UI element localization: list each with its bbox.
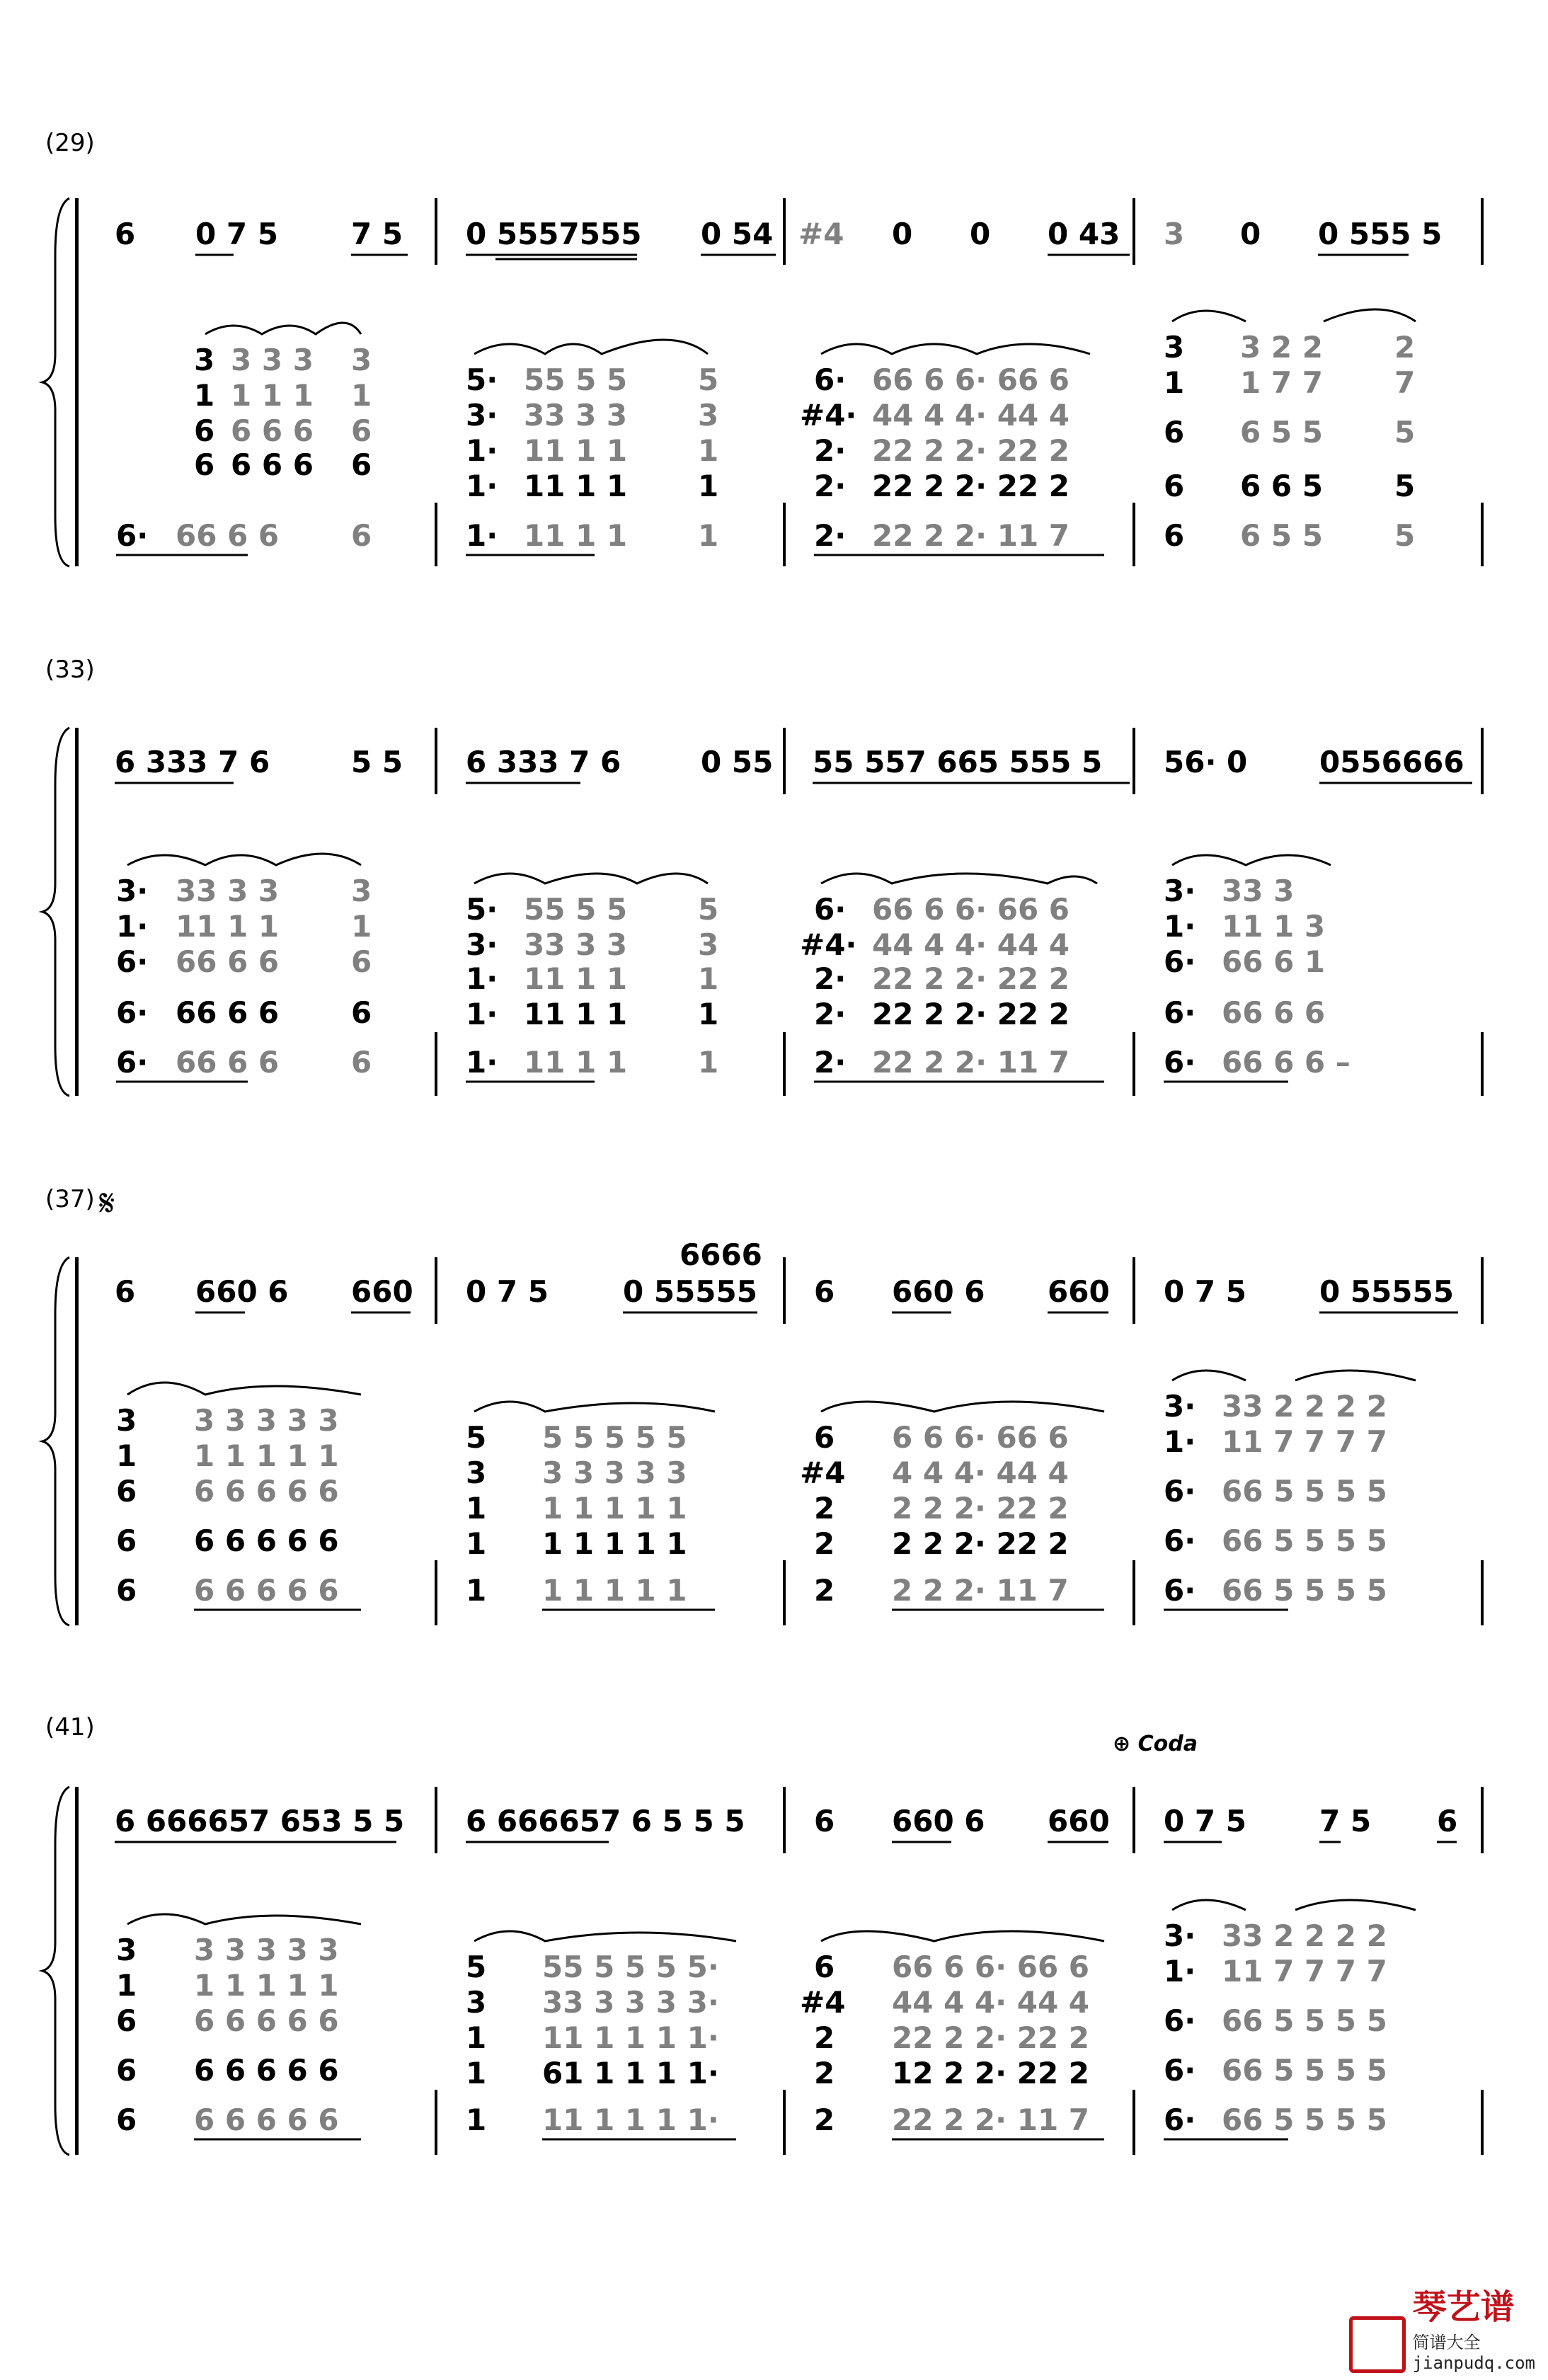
barline (783, 1257, 786, 1324)
melody-note: 6 666657 6 5 5 5 (466, 1804, 745, 1838)
barline (783, 1032, 786, 1096)
chord-note: 1 (116, 1968, 137, 2003)
chord-note: #4 (800, 1455, 846, 1490)
barline (1133, 1257, 1135, 1324)
melody-note: 5 5 (351, 745, 403, 779)
chord-note: 61 1 1 1 1· (542, 2056, 719, 2090)
chord-note: 1 (351, 378, 372, 413)
chord-note: 6 6 6 6 6 (194, 2102, 339, 2137)
chord-note: 55 5 5 (524, 892, 628, 927)
chord-note: 11 1 1 (524, 997, 628, 1031)
chord-note: 33 2 2 2 2 (1222, 1918, 1387, 1953)
chord-note: 3 (1164, 330, 1185, 365)
chord-note: 66 5 5 5 5 (1222, 1573, 1387, 1608)
measure-number-29: (29) (45, 129, 95, 157)
chord-note: 22 2 2· 22 2 (872, 469, 1070, 503)
chord-note: 7 (1394, 365, 1416, 400)
chord-note: 1 (466, 2020, 487, 2055)
chord-note: 3· (1164, 1389, 1196, 1424)
chord-note: 66 6 6 (176, 995, 280, 1030)
measure-number-33: (33) (45, 656, 95, 684)
chord-note: 2 (814, 2020, 835, 2055)
chord-note: 1· (466, 1045, 498, 1080)
melody-note: 6 (1437, 1804, 1458, 1838)
chord-note: 44 4 4· 44 4 (872, 927, 1070, 962)
melody-note: 56· 0 (1164, 745, 1248, 779)
chord-note: 2· (814, 433, 847, 468)
barline (783, 728, 786, 794)
chord-note: 2 (814, 1491, 835, 1526)
chord-note: 6 (814, 1950, 835, 1984)
chord-note: 11 1 1 (176, 909, 280, 944)
chord-note: 1 (698, 469, 719, 503)
chord-note: 2 (814, 2056, 835, 2090)
chord-note: 6 6 6 (231, 447, 314, 482)
chord-note: 6 6 6· 66 6 (892, 1420, 1069, 1455)
chord-note: 1 (466, 1573, 487, 1608)
watermark-site: jianpudq.com (1412, 2353, 1535, 2373)
barline (1481, 1787, 1484, 1853)
barline (1481, 2090, 1484, 2155)
system-line (75, 728, 79, 1096)
chord-note: 2 2 2· 22 2 (892, 1526, 1069, 1561)
melody-note: 0 54 (701, 217, 774, 251)
chord-note: 1 (116, 1438, 137, 1473)
melody-note: 0 7 5 (1164, 1804, 1246, 1838)
coda-sign (1113, 1732, 1198, 1756)
segno-sign: 𝄋 (99, 1182, 115, 1225)
chord-note: 6· (1164, 1474, 1196, 1509)
chord-note: 1· (466, 518, 498, 553)
chord-note: 5 (698, 892, 719, 927)
melody-note: 0 (970, 217, 991, 251)
chord-note: 11 1 1 (524, 433, 628, 468)
chord-note: 6 (194, 447, 215, 482)
melody-note: 6666 (680, 1237, 762, 1272)
coda-label: Coda (1137, 1732, 1198, 1756)
barline (1133, 1787, 1135, 1853)
chord-note: 33 3 3 (524, 927, 628, 962)
chord-note: 6 6 6 6 6 (194, 1573, 339, 1608)
chord-note: 1 (1164, 365, 1185, 400)
melody-note: 0 55555 (1319, 1274, 1454, 1309)
chord-note: 1 (698, 961, 719, 996)
chord-note: 66 6 1 (1222, 944, 1326, 979)
chord-note: 1· (466, 961, 498, 996)
coda-icon: ⊕ (1113, 1732, 1131, 1756)
chord-note: 6· (1164, 1573, 1196, 1608)
chord-note: 3 (351, 874, 372, 908)
chord-note: 2 (814, 1526, 835, 1561)
chord-note: 5· (466, 362, 498, 397)
melody-note: 660 (351, 1274, 413, 1309)
system-line (75, 198, 79, 566)
chord-note: 6 (351, 413, 372, 448)
melody-note: 660 6 (892, 1274, 985, 1309)
watermark-logo (1349, 2279, 1535, 2373)
melody-note: 6 333 7 6 (466, 745, 621, 779)
chord-note: 6 (351, 518, 372, 553)
chord-note: 1· (466, 997, 498, 1031)
chord-note: 12 2 2· 22 2 (892, 2056, 1090, 2090)
chord-note: 22 2 2· 11 7 (892, 2102, 1090, 2137)
chord-note: 1· (116, 909, 149, 944)
chord-note: 5 (466, 1950, 487, 1984)
chord-note: 44 4 4· 44 4 (872, 398, 1070, 433)
chord-note: 6 (116, 1523, 137, 1558)
barline (783, 2090, 786, 2155)
chord-note: 11 1 3 (1222, 909, 1326, 944)
measure-number-37: (37) (45, 1185, 95, 1213)
melody-note: #4 (798, 217, 844, 251)
melody-note: 55 557 665 555 5 (813, 745, 1103, 779)
chord-note: 6 6 6 6 6 (194, 1474, 339, 1509)
chord-note: 3· (1164, 874, 1196, 908)
chord-note: 5 (1394, 415, 1416, 450)
chord-note: #4 (800, 1985, 846, 2020)
chord-note: 2 (1394, 330, 1416, 365)
chord-note: 3 3 3 3 3 (542, 1455, 687, 1490)
chord-note: 11 1 1 (524, 469, 628, 503)
chord-note: 44 4 4· 44 4 (892, 1985, 1090, 2020)
chord-note: 3 (698, 398, 719, 433)
barline (435, 728, 437, 794)
chord-note: 33 3 3 (176, 874, 280, 908)
chord-note: 22 2 2· 11 7 (872, 518, 1070, 553)
barline (435, 2090, 437, 2155)
chord-note: 6 5 5 (1240, 415, 1323, 450)
piano-icon (1349, 2316, 1406, 2373)
chord-note: 1 1 1 1 1 (194, 1968, 339, 2003)
melody-note: 0 7 5 (466, 1274, 549, 1309)
chord-note: 6· (116, 995, 149, 1030)
chord-note: 6 (194, 413, 215, 448)
chord-note: 6· (1164, 2003, 1196, 2038)
melody-note: 6 (115, 217, 136, 251)
barline (783, 1787, 786, 1853)
melody-note: 0 555 5 (1318, 217, 1443, 251)
barline (783, 503, 786, 566)
melody-note: 0 55 (701, 745, 774, 779)
chord-note: 66 6 6· 66 6 (872, 892, 1070, 927)
chord-note: 6 6 5 (1240, 469, 1323, 503)
chord-note: 22 2 2· 11 7 (872, 1045, 1070, 1080)
melody-note: 0 43 (1048, 217, 1120, 251)
melody-note: 660 (1048, 1274, 1110, 1309)
barline (435, 1560, 437, 1625)
chord-note: 6· (814, 892, 847, 927)
melody-note: 0 (1240, 217, 1261, 251)
chord-note: 11 7 7 7 7 (1222, 1424, 1387, 1459)
chord-note: 33 3 3 (524, 398, 628, 433)
chord-note: 11 1 1 (524, 1045, 628, 1080)
melody-note: 0 7 5 (1164, 1274, 1246, 1309)
chord-note: 1 (466, 1491, 487, 1526)
chord-note: 1 (466, 1526, 487, 1561)
chord-note: 2· (814, 997, 847, 1031)
melody-note: 0 5557555 (466, 217, 642, 251)
chord-note: 3 (698, 927, 719, 962)
system-line (75, 1257, 79, 1625)
chord-note: 6 (351, 995, 372, 1030)
chord-note: 1· (1164, 1954, 1196, 1989)
chord-note: 6· (1164, 995, 1196, 1030)
chord-note: 11 1 1 1 1· (542, 2020, 719, 2055)
chord-note: 5 (1394, 518, 1416, 553)
chord-note: 66 5 5 5 5 (1222, 1523, 1387, 1558)
chord-note: 1 1 1 1 1 (194, 1438, 339, 1473)
chord-note: 1 (698, 518, 719, 553)
chord-note: 2· (814, 1045, 847, 1080)
melody-note: 6 333 7 6 (115, 745, 270, 779)
barline (1133, 503, 1135, 566)
melody-note: 660 6 (892, 1804, 985, 1838)
chord-note: 1 (466, 2102, 487, 2137)
melody-note: 6 (115, 1274, 136, 1309)
chord-note: 6 (814, 1420, 835, 1455)
chord-note: 55 5 5 5 5· (542, 1950, 719, 1984)
chord-note: 5 (1394, 469, 1416, 503)
chord-note: 1 1 1 1 1 (542, 1573, 687, 1608)
chord-note: 1 7 7 (1240, 365, 1323, 400)
chord-note: 3 (466, 1985, 487, 2020)
chord-note: 66 6 6 – (1222, 1045, 1351, 1080)
chord-note: 6 6 6 6 6 (194, 1523, 339, 1558)
chord-note: 3 3 3 3 3 (194, 1403, 339, 1438)
melody-note: 0 7 5 (195, 217, 278, 251)
chord-note: 66 5 5 5 5 (1222, 1474, 1387, 1509)
chord-note: 11 1 1 (524, 961, 628, 996)
chord-note: 1 1 1 1 1 (542, 1526, 687, 1561)
system-line (75, 1787, 79, 2155)
chord-note: 6 (116, 1474, 137, 1509)
chord-note: 6 6 6 (231, 413, 314, 448)
chord-note: 66 6 6· 66 6 (872, 362, 1070, 397)
chord-note: 6 (116, 2003, 137, 2038)
melody-note: 0556666 (1319, 745, 1464, 779)
melody-note: 660 6 (195, 1274, 289, 1309)
barline (783, 1560, 786, 1625)
barline (1133, 2090, 1135, 2155)
measure-number-41: (41) (45, 1713, 95, 1741)
chord-note: 6 6 6 6 6 (194, 2003, 339, 2038)
barline (435, 198, 437, 265)
chord-note: 5 (466, 1420, 487, 1455)
barline (1481, 1032, 1484, 1096)
chord-note: 6· (116, 1045, 149, 1080)
chord-note: 3· (466, 398, 498, 433)
barline (1481, 1257, 1484, 1324)
melody-note: 7 5 (1319, 1804, 1372, 1838)
melody-note: 6 (814, 1804, 835, 1838)
chord-note: 6 (1164, 415, 1185, 450)
chord-note: 66 5 5 5 5 (1222, 2053, 1387, 2088)
chord-note: 22 2 2· 22 2 (872, 433, 1070, 468)
chord-note: 11 1 1 (524, 518, 628, 553)
chord-note: 6 (116, 1573, 137, 1608)
chord-note: 1· (466, 433, 498, 468)
chord-note: 6 (351, 1045, 372, 1080)
melody-note: 6 (814, 1274, 835, 1309)
chord-note: #4· (800, 927, 857, 962)
chord-note: 33 3 (1222, 874, 1295, 908)
barline (1481, 503, 1484, 566)
chord-note: 5 5 5 5 5 (542, 1420, 687, 1455)
chord-note: 6 (116, 2053, 137, 2088)
chord-note: 11 1 1 1 1· (542, 2102, 719, 2137)
chord-note: 22 2 2· 22 2 (872, 961, 1070, 996)
chord-note: 1 (351, 909, 372, 944)
chord-note: 2 (814, 1573, 835, 1608)
chord-note: 22 2 2· 22 2 (872, 997, 1070, 1031)
chord-note: 2· (814, 518, 847, 553)
chord-note: 2 2 2· 22 2 (892, 1491, 1069, 1526)
barline (1133, 1560, 1135, 1625)
chord-note: 1 (698, 433, 719, 468)
barline (1133, 1032, 1135, 1096)
chord-note: 6 (351, 447, 372, 482)
chord-note: 3 2 2 (1240, 330, 1323, 365)
chord-note: 3 3 3 3 3 (194, 1933, 339, 1967)
chord-note: 33 2 2 2 2 (1222, 1389, 1387, 1424)
chord-note: 6· (1164, 944, 1196, 979)
chord-note: 6 (1164, 469, 1185, 503)
chord-note: 2· (814, 469, 847, 503)
barline (1133, 728, 1135, 794)
melody-note: 3 (1164, 217, 1185, 251)
chord-note: 1 (466, 2056, 487, 2090)
chord-note: 5 (698, 362, 719, 397)
watermark-sub-label: 简谱大全 (1412, 2333, 1481, 2352)
barline (1481, 1560, 1484, 1625)
melody-note: 7 5 (351, 217, 403, 251)
chord-note: 6· (1164, 1523, 1196, 1558)
chord-note: 3· (466, 927, 498, 962)
barline (435, 1032, 437, 1096)
chord-note: 3 (116, 1933, 137, 1967)
chord-note: 1 (698, 997, 719, 1031)
chord-note: 66 6 6· 66 6 (892, 1950, 1090, 1984)
melody-note: 0 (892, 217, 913, 251)
barline (1481, 198, 1484, 265)
barline (783, 198, 786, 265)
melody-note: 660 (1048, 1804, 1110, 1838)
chord-note: 3· (1164, 1918, 1196, 1953)
chord-note: 55 5 5 (524, 362, 628, 397)
chord-note: 6 (1164, 518, 1185, 553)
chord-note: 2· (814, 961, 847, 996)
chord-note: 1· (1164, 909, 1196, 944)
chord-note: 66 6 6 (176, 518, 280, 553)
chord-note: 4 4 4· 44 4 (892, 1455, 1069, 1490)
barline (1481, 728, 1484, 794)
chord-note: 66 6 6 (176, 944, 280, 979)
chord-note: 22 2 2· 22 2 (892, 2020, 1090, 2055)
watermark-text (1413, 2279, 1535, 2373)
chord-note: 6· (116, 944, 149, 979)
chord-note: 6 6 6 6 6 (194, 2053, 339, 2088)
chord-note: 6· (116, 518, 149, 553)
chord-note: 1 1 1 1 1 (542, 1491, 687, 1526)
chord-note: 3 3 3 (231, 343, 314, 377)
melody-note: 6 666657 653 5 5 (115, 1804, 405, 1838)
chord-note: 6 5 5 (1240, 518, 1323, 553)
chord-note: 1· (466, 469, 498, 503)
chord-note: 1 1 1 (231, 378, 314, 413)
chord-note: 66 6 6 (1222, 995, 1326, 1030)
chord-note: 3 (351, 343, 372, 377)
chord-note: 66 6 6 (176, 1045, 280, 1080)
barline (1133, 198, 1135, 265)
chord-note: 2 (814, 2102, 835, 2137)
watermark-brand: 琴艺谱 (1412, 2287, 1515, 2327)
chord-note: 1 (194, 378, 215, 413)
chord-note: 66 5 5 5 5 (1222, 2102, 1387, 2137)
chord-note: 6· (1164, 2053, 1196, 2088)
chord-note: 6 (116, 2102, 137, 2137)
chord-note: #4· (800, 398, 857, 433)
watermark-sub (1413, 2328, 1535, 2353)
chord-note: 6· (1164, 2102, 1196, 2137)
chord-note: 6· (1164, 1045, 1196, 1080)
chord-note: 2 2 2· 11 7 (892, 1573, 1069, 1608)
barline (435, 1257, 437, 1324)
barline (435, 1787, 437, 1853)
chord-note: 3 (116, 1403, 137, 1438)
melody-note: 0 55555 (623, 1274, 757, 1309)
chord-note: 3 (194, 343, 215, 377)
chord-note: 11 7 7 7 7 (1222, 1954, 1387, 1989)
chord-note: 1· (1164, 1424, 1196, 1459)
chord-note: 5· (466, 892, 498, 927)
chord-note: 3 (466, 1455, 487, 1490)
chord-note: 33 3 3 3 3· (542, 1985, 719, 2020)
chord-note: 3· (116, 874, 149, 908)
chord-note: 66 5 5 5 5 (1222, 2003, 1387, 2038)
barline (435, 503, 437, 566)
chord-note: 6· (814, 362, 847, 397)
chord-note: 1 (698, 1045, 719, 1080)
chord-note: 6 (351, 944, 372, 979)
